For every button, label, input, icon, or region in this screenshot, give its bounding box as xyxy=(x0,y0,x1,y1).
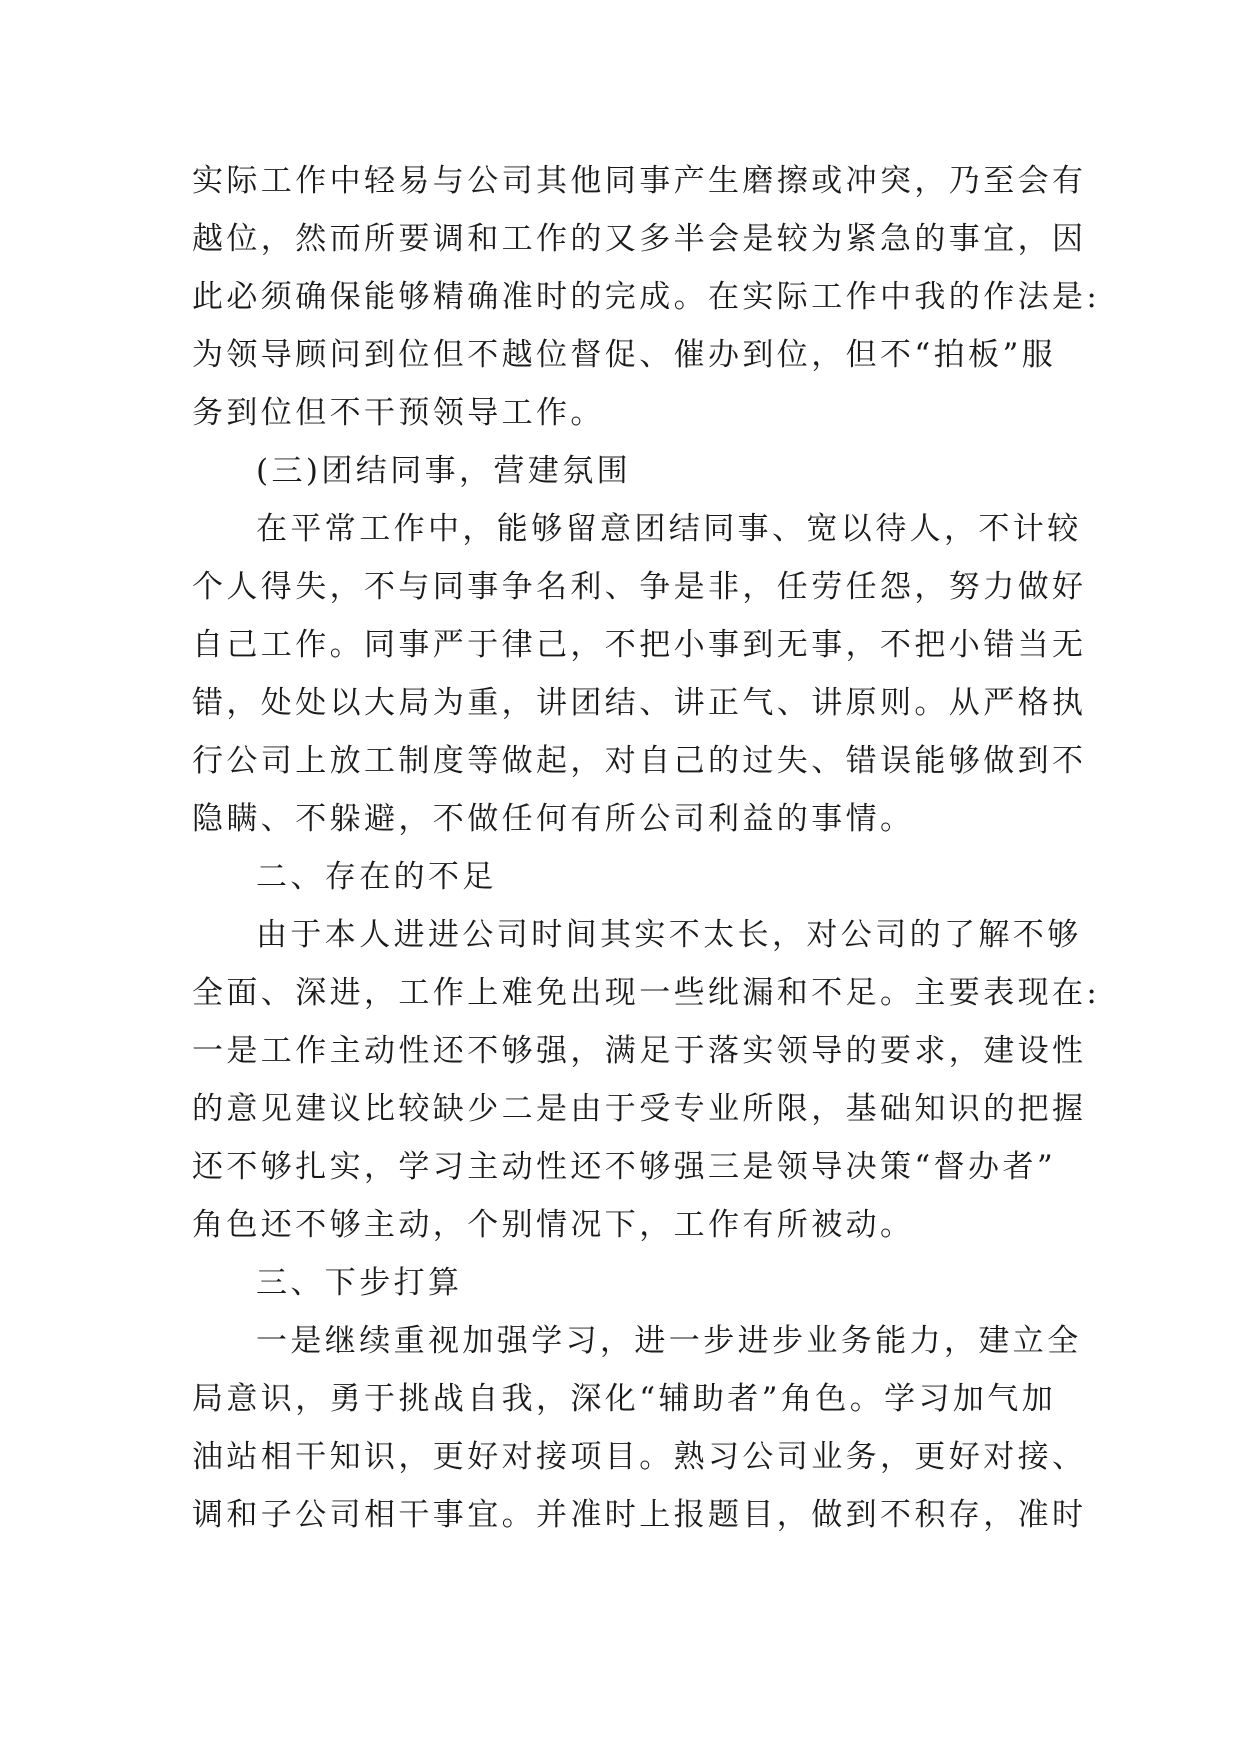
paragraph-line: 由于本人进进公司时间其实不太长，对公司的了解不够 xyxy=(256,917,1082,953)
paragraph-line: 实际工作中轻易与公司其他同事产生磨擦或冲突，乃至会有 xyxy=(192,163,1087,199)
paragraph-line: 全面、深进，工作上难免出现一些纰漏和不足。主要表现在: xyxy=(192,975,1101,1011)
paragraph-line: 务到位但不干预领导工作。 xyxy=(192,395,605,431)
paragraph-line: 角色还不够主动，个别情况下，工作有所被动。 xyxy=(192,1207,915,1243)
paragraph-line: 局意识，勇于挑战自我，深化“辅助者”角色。学习加气加 xyxy=(192,1381,1057,1417)
paragraph-line: 个人得失，不与同事争名利、争是非，任劳任怨，努力做好 xyxy=(192,569,1087,605)
paragraph-line: 还不够扎实，学习主动性还不够强三是领导决策“督办者” xyxy=(192,1149,1057,1185)
paragraph-line: 的意见建议比较缺少二是由于受专业所限，基础知识的把握 xyxy=(192,1091,1087,1127)
section-heading: 二、存在的不足 xyxy=(256,859,497,895)
section-heading: 三、下步打算 xyxy=(256,1265,463,1301)
paragraph-line: 错，处处以大局为重，讲团结、讲正气、讲原则。从严格执 xyxy=(192,685,1087,721)
paragraph-line: 调和子公司相干事宜。并准时上报题目，做到不积存，准时 xyxy=(192,1497,1087,1533)
paragraph-line: 在平常工作中，能够留意团结同事、宽以待人，不计较 xyxy=(256,511,1082,547)
paragraph-line: 越位，然而所要调和工作的又多半会是较为紧急的事宜，因 xyxy=(192,221,1087,257)
document-body xyxy=(192,152,1101,1544)
paragraph-line: 隐瞒、不躲避，不做任何有所公司利益的事情。 xyxy=(192,801,915,837)
paragraph-line: 一是工作主动性还不够强，满足于落实领导的要求，建设性 xyxy=(192,1033,1087,1069)
paragraph-line: 此必须确保能够精确准时的完成。在实际工作中我的作法是: xyxy=(192,279,1101,315)
paragraph-line: 为领导顾问到位但不越位督促、催办到位，但不“拍板”服 xyxy=(192,337,1057,373)
paragraph-line: 油站相干知识，更好对接项目。熟习公司业务，更好对接、 xyxy=(192,1439,1087,1475)
section-heading: (三)团结同事，营建氛围 xyxy=(256,453,631,489)
paragraph-line: 一是继续重视加强学习，进一步进步业务能力，建立全 xyxy=(256,1323,1082,1359)
paragraph-line: 自己工作。同事严于律己，不把小事到无事，不把小错当无 xyxy=(192,627,1087,663)
paragraph-line: 行公司上放工制度等做起，对自己的过失、错误能够做到不 xyxy=(192,743,1087,779)
